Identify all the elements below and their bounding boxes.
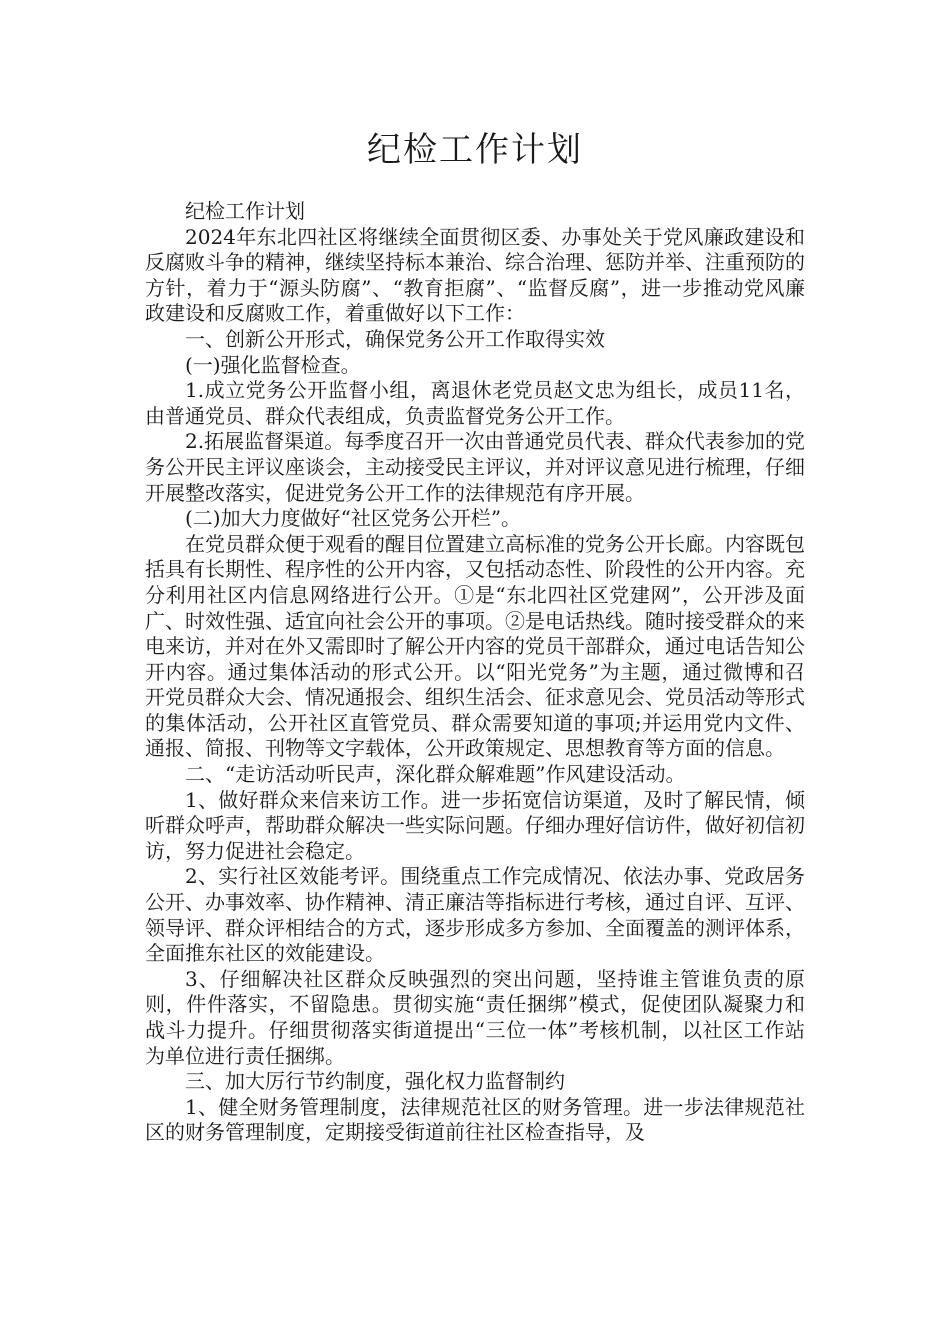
paragraph: 3、仔细解决社区群众反映强烈的突出问题，坚持谁主管谁负责的原则，件件落实，不留隐患。贯彻实施“责任捆绑”模式，促使团队凝聚力和战斗力提升。仔细贯彻落实街道提出“三位一体”考核机制，以社区工作站为单位进行责任捆绑。 bbox=[145, 966, 805, 1068]
paragraph: 2、实行社区效能考评。围绕重点工作完成情况、依法办事、党政居务公开、办事效率、协作精神、清正廉洁等指标进行考核，通过自评、互评、领导评、群众评相结合的方式，逐步形成多方参加、全面覆盖的测评体系，全面推东社区的效能建设。 bbox=[145, 864, 805, 966]
paragraph: 1、做好群众来信来访工作。进一步拓宽信访渠道，及时了解民情，倾听群众呼声，帮助群众解决一些实际问题。仔细办理好信访件，做好初信初访，努力促进社会稳定。 bbox=[145, 787, 805, 863]
paragraph: 在党员群众便于观看的醒目位置建立高标准的党务公开长廊。内容既包括具有长期性、程序性的公开内容，又包括动态性、阶段性的公开内容。充分利用社区内信息网络进行公开。①是“东北四社区党建网”，公开涉及面广、时效性强、适宜向社会公开的事项。②是电话热线。随时接受群众的来电来访，并对在外又需即时了解公开内容的党员干部群众，通过电话告知公开内容。通过集体活动的形式公开。以“阳光党务”为主题，通过微博和召开党员群众大会、情况通报会、组织生活会、征求意见会、党员活动等形式的集体活动，公开社区直管党员、群众需要知道的事项;并运用党内文件、通报、简报、刊物等文字载体，公开政策规定、思想教育等方面的信息。 bbox=[145, 531, 805, 761]
document-body bbox=[145, 199, 805, 1146]
section-heading-1: 一、创新公开形式，确保党务公开工作取得实效 bbox=[185, 326, 605, 351]
section-heading-3: 三、加大厉行节约制度，强化权力监督制约 bbox=[185, 1069, 565, 1094]
subsection-heading-2: (二)加大力度做好“社区党务公开栏”。 bbox=[185, 506, 522, 531]
section-heading-2: 二、“走访活动听民声，深化群众解难题”作风建设活动。 bbox=[185, 762, 686, 787]
subsection-heading-1: (一)强化监督检查。 bbox=[185, 352, 361, 377]
paragraph: 1.成立党务公开监督小组，离退休老党员赵文忠为组长，成员11名，由普通党员、群众代表组成，负责监督党务公开工作。 bbox=[145, 378, 805, 428]
intro-paragraph: 2024年东北四社区将继续全面贯彻区委、办事处关于党风廉政建设和反腐败斗争的精神，继续坚持标本兼治、综合治理、惩防并举、注重预防的方针，着力于“源头防腐”、“教育拒腐”、“监督反腐”，进一步推动党风廉政建设和反腐败工作，着重做好以下工作： bbox=[145, 224, 805, 326]
paragraph: 1、健全财务管理制度，法律规范社区的财务管理。进一步法律规范社区的财务管理制度，定期接受街道前往社区检查指导，及 bbox=[145, 1094, 805, 1145]
document-title: 纪检工作计划 bbox=[367, 130, 583, 170]
paragraph: 2.拓展监督渠道。每季度召开一次由普通党员代表、群众代表参加的党务公开民主评议座谈会，主动接受民主评议，并对评议意见进行梳理，仔细开展整改落实，促进党务公开工作的法律规范有序开展。 bbox=[145, 429, 805, 505]
body-heading: 纪检工作计划 bbox=[185, 199, 305, 223]
